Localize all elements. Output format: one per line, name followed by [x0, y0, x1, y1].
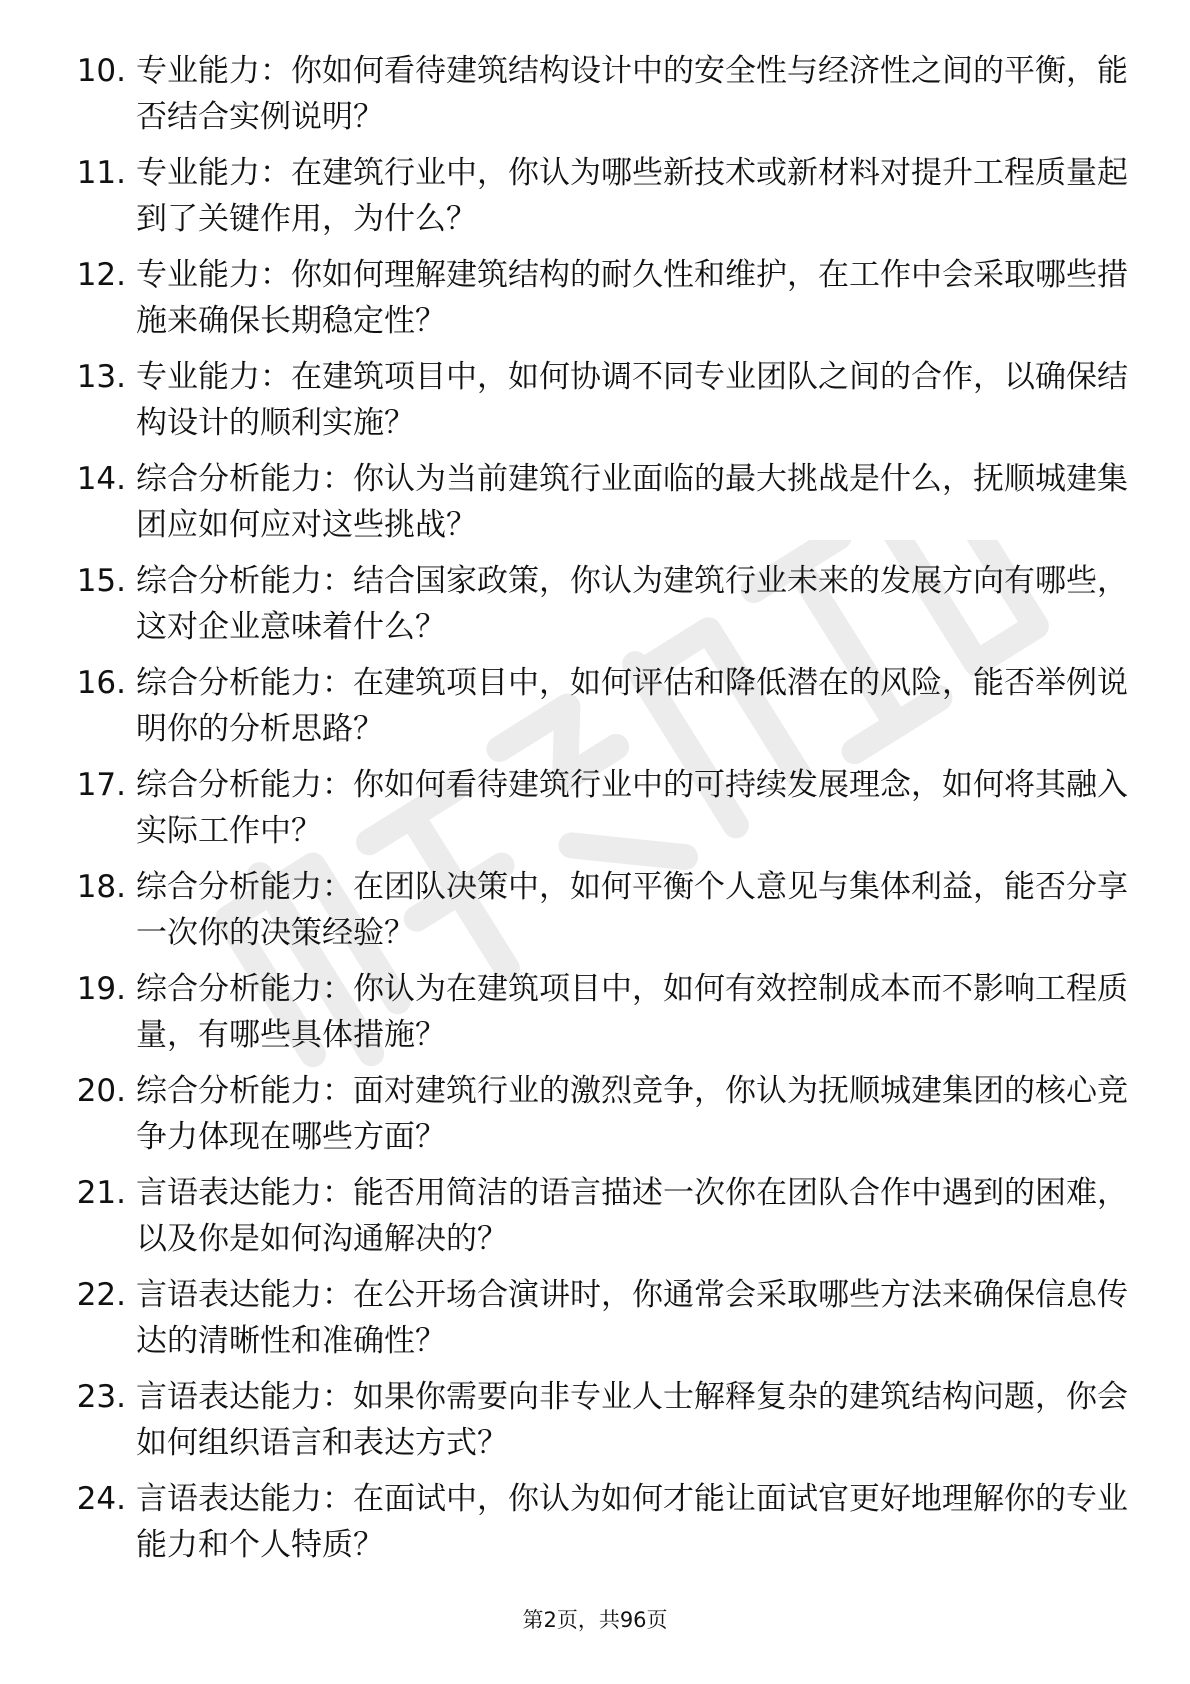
- question-text: 专业能力：在建筑行业中，你认为哪些新技术或新材料对提升工程质量起到了关键作用，为什么？: [136, 155, 1128, 237]
- question-number: 21.: [76, 1175, 126, 1211]
- question-item: [54, 354, 1134, 456]
- question-item: [54, 1068, 1134, 1170]
- question-number: 22.: [76, 1277, 126, 1313]
- question-text: 言语表达能力：在面试中，你认为如何才能让面试官更好地理解你的专业能力和个人特质？: [136, 1481, 1128, 1563]
- question-item: [54, 456, 1134, 558]
- question-text: 综合分析能力：你如何看待建筑行业中的可持续发展理念，如何将其融入实际工作中？: [136, 767, 1128, 849]
- question-item: [54, 762, 1134, 864]
- page-footer: 第2页，共96页: [522, 1608, 668, 1632]
- question-number: 18.: [76, 869, 126, 905]
- question-text: 专业能力：在建筑项目中，如何协调不同专业团队之间的合作，以确保结构设计的顺利实施？: [136, 359, 1128, 441]
- question-text: 综合分析能力：结合国家政策，你认为建筑行业未来的发展方向有哪些，这对企业意味着什么？: [136, 563, 1128, 645]
- question-item: [54, 966, 1134, 1068]
- question-text: 言语表达能力：如果你需要向非专业人士解释复杂的建筑结构问题，你会如何组织语言和表达方式？: [136, 1379, 1128, 1461]
- question-text: 综合分析能力：你认为在建筑项目中，如何有效控制成本而不影响工程质量，有哪些具体措施？: [136, 971, 1128, 1053]
- question-number: 24.: [76, 1481, 126, 1517]
- question-number: 19.: [76, 971, 126, 1007]
- question-item: [54, 1374, 1134, 1476]
- question-text: 综合分析能力：在建筑项目中，如何评估和降低潜在的风险，能否举例说明你的分析思路？: [136, 665, 1128, 747]
- question-number: 13.: [76, 359, 126, 395]
- question-item: [54, 1476, 1134, 1578]
- question-item: [54, 252, 1134, 354]
- question-text: 言语表达能力：能否用简洁的语言描述一次你在团队合作中遇到的困难，以及你是如何沟通解决的？: [136, 1175, 1128, 1257]
- question-text: 专业能力：你如何看待建筑结构设计中的安全性与经济性之间的平衡，能否结合实例说明？: [136, 53, 1128, 135]
- question-text: 言语表达能力：在公开场合演讲时，你通常会采取哪些方法来确保信息传达的清晰性和准确性？: [136, 1277, 1128, 1359]
- question-number: 12.: [76, 257, 126, 293]
- question-list: [54, 48, 1134, 1578]
- question-text: 综合分析能力：在团队决策中，如何平衡个人意见与集体利益，能否分享一次你的决策经验？: [136, 869, 1128, 951]
- question-number: 23.: [76, 1379, 126, 1415]
- question-item: [54, 864, 1134, 966]
- question-item: [54, 1170, 1134, 1272]
- question-text: 综合分析能力：面对建筑行业的激烈竞争，你认为抚顺城建集团的核心竞争力体现在哪些方面？: [136, 1073, 1128, 1155]
- question-item: [54, 150, 1134, 252]
- question-number: 16.: [76, 665, 126, 701]
- question-number: 20.: [76, 1073, 126, 1109]
- question-number: 10.: [76, 53, 126, 89]
- question-item: [54, 558, 1134, 660]
- question-item: [54, 48, 1134, 150]
- question-number: 11.: [76, 155, 126, 191]
- question-number: 15.: [76, 563, 126, 599]
- question-item: [54, 660, 1134, 762]
- question-number: 14.: [76, 461, 126, 497]
- question-number: 17.: [76, 767, 126, 803]
- question-text: 综合分析能力：你认为当前建筑行业面临的最大挑战是什么，抚顺城建集团应如何应对这些挑战？: [136, 461, 1128, 543]
- question-item: [54, 1272, 1134, 1374]
- question-text: 专业能力：你如何理解建筑结构的耐久性和维护，在工作中会采取哪些措施来确保长期稳定性？: [136, 257, 1128, 339]
